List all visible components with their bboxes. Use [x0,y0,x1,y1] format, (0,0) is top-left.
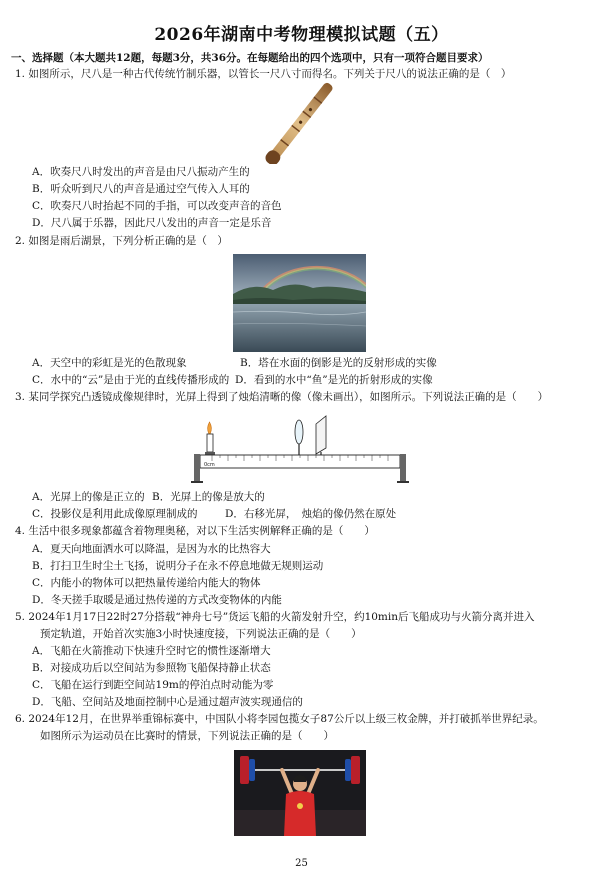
candle-icon [205,422,215,455]
question-3-option-b: B．光屏上的像是放大的 [152,491,265,503]
question-1-option-b: B．听众听到尺八的声音是通过空气传入人耳的 [32,183,250,195]
question-2-option-d: D．看到的水中“鱼”是光的折射形成的实像 [235,374,433,386]
question-4-option-c: C．内能小的物体可以把热量传递给内能大的物体 [32,577,261,589]
light-screen-icon [316,416,326,456]
question-3-stem: 3. 某同学探究凸透镜成像规律时，光屏上得到了烛焰清晰的像（像未画出），如图所示。下列说法正确的是（ ） [15,391,549,403]
convex-lens-icon [295,420,303,455]
question-5-stem-line-2: 预定轨道，开始首次实施3小时快速度接，下列说法正确的是（ ） [40,628,362,640]
page-title: 2026年湖南中考物理模拟试题（五） [154,25,449,45]
question-3-option-c: C．投影仪是利用此成像原理制成的 [32,508,198,520]
weightlifter-image [234,750,366,836]
question-5-option-a: A．飞船在火箭推动下快速升空时它的惯性逐渐增大 [32,645,271,657]
question-4-option-d: D．冬天搓手取暖是通过热传递的方式改变物体的内能 [32,594,282,606]
question-2-option-a: A．天空中的彩虹是光的色散现象 [32,357,187,369]
question-4-stem: 4. 生活中很多现象都蕴含着物理奥秘，对以下生活实例解释正确的是（ ） [15,525,375,537]
question-4-option-b: B．打扫卫生时尘土飞扬，说明分子在永不停息地做无规则运动 [32,560,324,572]
question-1-stem: 1. 如图所示，尺八是一种古代传统竹制乐器，以管长一尺八寸而得名。下列关于尺八的说法正确的是（ ） [15,68,512,80]
question-6-stem-line-1: 6. 2024年12月，在世界举重锦标赛中，中国队小将李园包揽女子87公斤以上级三枚金牌，并打破抓举世界纪录。 [15,713,544,725]
question-2-stem: 2. 如图是雨后湖景，下列分析正确的是（ ） [15,235,228,247]
question-3-option-a: A．光屏上的像是正立的 [32,491,145,503]
question-2-option-c: C．水中的“云”是由于光的直线传播形成的 [32,374,230,386]
ruler-zero-label: 0cm [204,462,215,468]
question-3-option-d: D．右移光屏， 烛焰的像仍然在原处 [225,508,397,520]
question-4-option-a: A．夏天向地面洒水可以降温，是因为水的比热容大 [32,543,271,555]
question-5-option-d: D．飞船、空间站及地面控制中心是通过超声波实现通信的 [32,696,303,708]
question-6-stem-line-2: 如图所示为运动员在比赛时的情景，下列说法正确的是（ ） [40,730,334,742]
question-2-option-b: B．塔在水面的倒影是光的反射形成的实像 [240,357,437,369]
question-1-option-d: D．尺八属于乐器，因此尺八发出的声音一定是乐音 [32,217,272,229]
question-1-option-a: A．吹奏尺八时发出的声音是由尺八振动产生的 [32,166,250,178]
section-heading: 一、选择题（本大题共12题，每题3分，共36分。在每题给出的四个选项中，只有一项符合题目要求） [11,52,489,64]
question-5-option-c: C．飞船在运行到距空间站19m的停泊点时动能为零 [32,679,274,691]
page-number: 25 [295,858,308,869]
question-1-option-c: C．吹奏尺八时抬起不同的手指，可以改变声音的音色 [32,200,282,212]
shakuhachi-image [255,82,345,164]
question-5-option-b: B．对接成功后以空间站为参照物飞船保持静止状态 [32,662,271,674]
lake-rainbow-image [233,254,366,352]
question-5-stem-line-1: 5. 2024年1月17日22时27分搭载“神舟七号”货运飞船的火箭发射升空，约10min后飞船成功与火箭分离并进入 [15,611,535,623]
optical-bench-diagram [190,410,410,486]
